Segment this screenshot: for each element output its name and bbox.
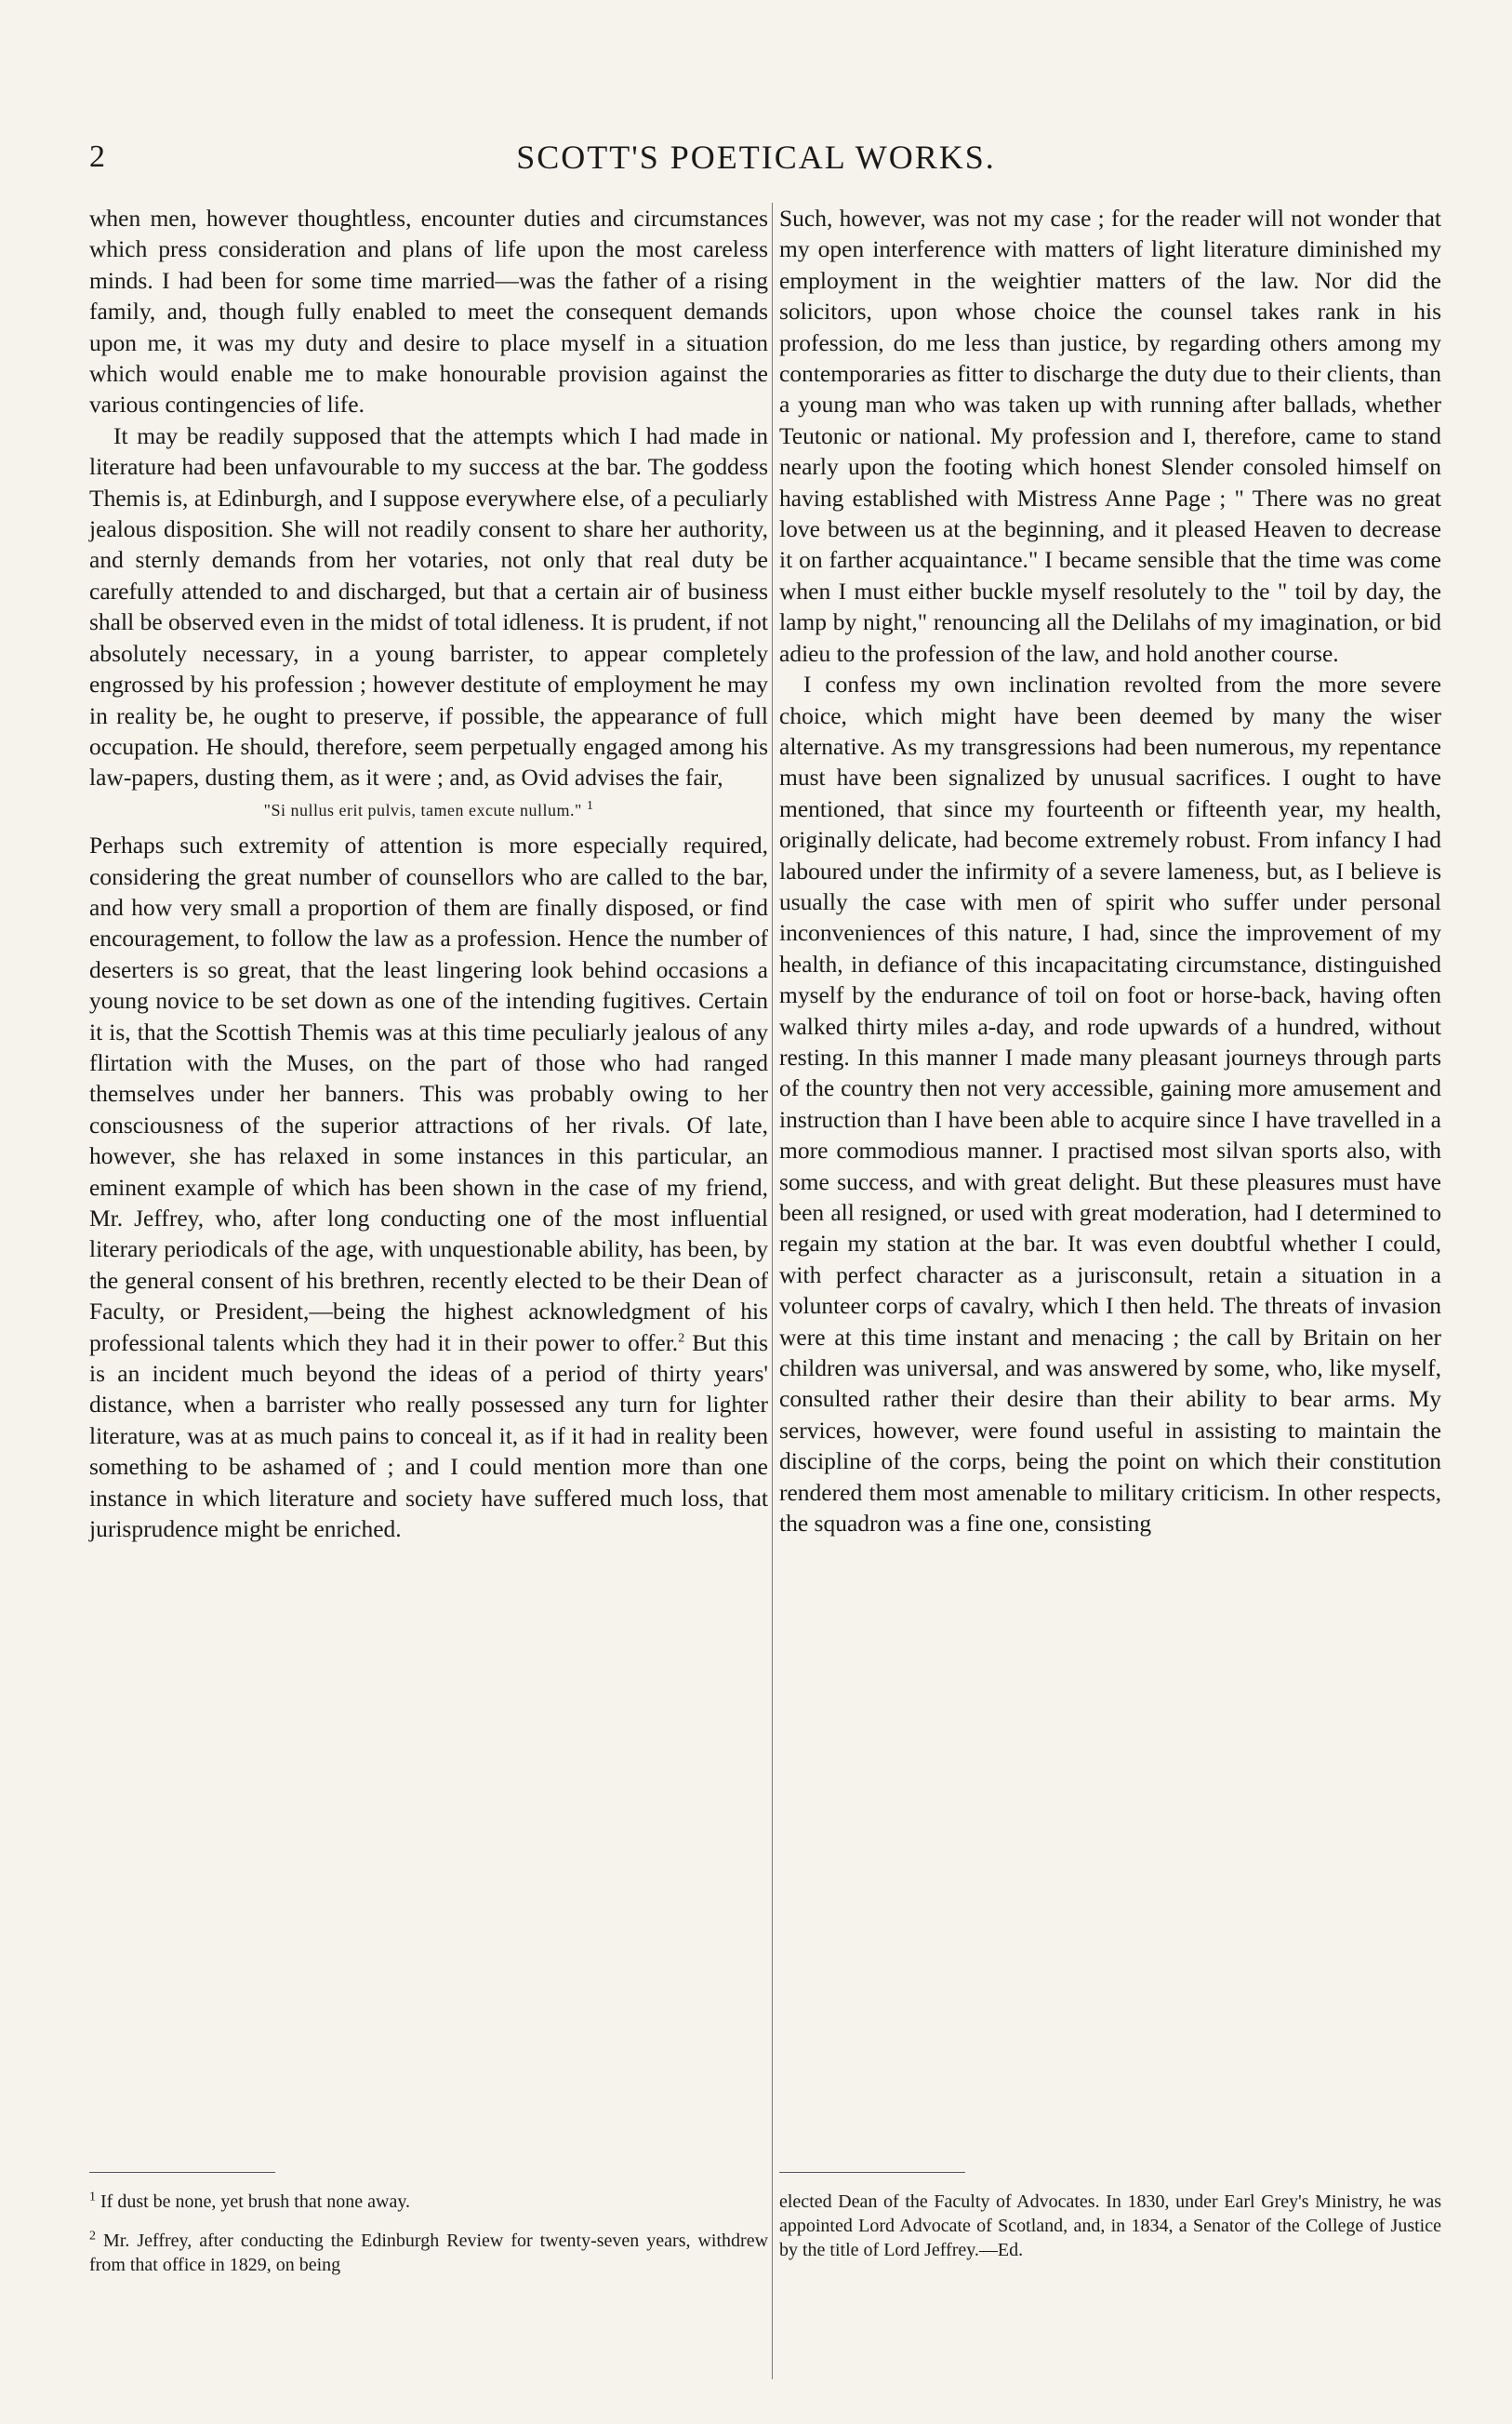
footnote-2-mark: 2 bbox=[89, 2229, 96, 2244]
footnote-1-text: If dust be none, yet brush that none away. bbox=[100, 2191, 411, 2212]
latin-quotation bbox=[89, 795, 768, 826]
footnote-2 bbox=[89, 2229, 768, 2277]
latin-quotation-text: "Si nullus erit pulvis, tamen excute nullum." bbox=[263, 800, 582, 819]
left-paragraph-3 bbox=[89, 830, 768, 1544]
left-paragraph-2: It may be readily supposed that the attempts which I had made in literature had been unfavourable to my success at the bar. The goddess Themis is, at Edinburgh, and I suppose everywhere else, of a peculiarly jealous disposition. She will not readily consent to share her authority, and sternly demands from her votaries, not only that real duty be carefully attended to and discharged, but that a certain air of business shall be observed even in the midst of total idleness. It is prudent, if not absolutely necessary, in a young barrister, to appear completely engrossed by his profession ; however destitute of employment he may in reality be, he ought to preserve, if possible, the appearance of full occupation. He should, therefore, seem perpetually engaged among his law-papers, dusting them, as it were ; and, as Ovid advises the fair, bbox=[89, 421, 768, 792]
footnote-2-text: Mr. Jeffrey, after conducting the Edinburgh Review for twenty-seven years, withdrew from that office in 1829, on being bbox=[89, 2231, 769, 2275]
left-paragraph-3-text: Perhaps such extremity of attention is more especially required, considering the great number of counsellors who are called to the bar, and how very small a proportion of them are finally disposed, or find encouragement, to follow the law as a profession. Hence the number of deserters is so great, that the least lingering look behind occasions a young novice to be set down as one of the intending fugitives. Certain it is, that the Scottish Themis was at this time peculiarly jealous of any flirtation with the Muses, on the part of those who had ranged themselves under her banners. This was probably owing to her consciousness of the superior attractions of her rivals. Of late, however, she has relaxed in some instances in this particular, an eminent example of which has been shown in the case of my friend, Mr. Jeffrey, who, after long conducting one of the most influential literary periodicals of the age, with unquestionable ability, has been, by the general consent of his brethren, recently elected to be their Dean of Faculty, or President,—being the highest acknowledgment of his professional talents which they had it in their power to offer. bbox=[89, 832, 768, 1356]
footnotes-right bbox=[779, 2172, 1441, 2277]
footnote-ref-1: 1 bbox=[586, 798, 594, 813]
footnote-2-continued: elected Dean of the Faculty of Advocates. In 1830, under Earl Grey's Ministry, he was appointed Lord Advocate of Scotland, and, in 1834, a Senator of the College of Justice by the title of Lord Jeffrey.—Ed. bbox=[779, 2191, 1441, 2260]
right-paragraph-1: Such, however, was not my case ; for the reader will not wonder that my open interference with matters of light literature diminished my employment in the weightier matters of the law. Nor did the solicitors, upon whose choice the counsel takes rank in his profession, do me less than justice, by regarding others among my contemporaries as fitter to discharge the duty due to their clients, than a young man who was taken up with running after ballads, whether Teutonic or national. My profession and I, therefore, came to stand nearly upon the footing which honest Slender consoled himself on having established with Mistress Anne Page ; " There was no great love between us at the beginning, and it pleased Heaven to decrease it on farther acquaintance." I became sensible that the time was come when I must either buckle myself resolutely to the " toil by day, the lamp by night," renouncing all the Delilahs of my imagination, or bid adieu to the profession of the law, and hold another course. bbox=[779, 205, 1441, 667]
footnotes-left bbox=[89, 2172, 768, 2292]
footnote-1 bbox=[89, 2190, 768, 2214]
right-column bbox=[779, 203, 1441, 1538]
footnote-rule bbox=[89, 2172, 275, 2173]
footnote-rule-right bbox=[779, 2172, 965, 2173]
running-head: SCOTT'S POETICAL WORKS. bbox=[516, 139, 996, 176]
left-paragraph-3-cont: But this is an incident much beyond the ideas of a period of thirty years' distance, when a barrister who really possessed any turn for lighter literature, was at as much pains to conceal it, as if it had in reality been something to be ashamed of ; and I could mention more than one instance in which literature and society have suffered much loss, that jurisprudence might be enriched. bbox=[89, 1328, 768, 1543]
page-number: 2 bbox=[89, 140, 105, 174]
column-divider bbox=[772, 203, 773, 2379]
footnote-ref-2: 2 bbox=[678, 1331, 685, 1346]
right-paragraph-2: I confess my own inclination revolted from the more severe choice, which might have been deemed by many the wiser alternative. As my transgressions had been numerous, my repentance must have been signalized by unusual sacrifices. I ought to have mentioned, that since my fourteenth or fifteenth year, my health, originally delicate, had become extremely robust. From infancy I had laboured under the infirmity of a severe lameness, but, as I believe is usually the case with men of spirit who suffer under personal inconveniences of this nature, I had, since the improvement of my health, in defiance of this incapacitating circumstance, distinguished myself by the endurance of toil on foot or horse-back, having often walked thirty miles a-day, and rode upwards of a hundred, without resting. In this manner I made many pleasant journeys through parts of the country then not very accessible, gaining more amusement and instruction than I have been able to acquire since I have travelled in a more commodious manner. I practised most silvan sports also, with some success, and with great delight. But these pleasures must have been all resigned, or used with great moderation, had I determined to regain my station at the bar. It was even doubtful whether I could, with perfect character as a jurisconsult, retain a situation in a volunteer corps of cavalry, which I then held. The threats of invasion were at this time instant and menacing ; the call by Britain on her children was universal, and was answered by some, who, like myself, consulted rather their desire than their ability to bear arms. My services, however, were found useful in assisting to maintain the discipline of the corps, being the point on which their constitution rendered them most amenable to military criticism. In other respects, the squadron was a fine one, consisting bbox=[779, 671, 1441, 1538]
footnote-1-mark: 1 bbox=[89, 2190, 96, 2204]
left-paragraph-1: when men, however thoughtless, encounter duties and circumstances which press consideration and plans of life upon the most careless minds. I had been for some time married—was the father of a rising family, and, though fully enabled to meet the consequent demands upon me, it was my duty and desire to place myself in a situation which would enable me to make honourable provision against the various contingencies of life. bbox=[89, 205, 768, 419]
left-column bbox=[89, 203, 768, 1544]
